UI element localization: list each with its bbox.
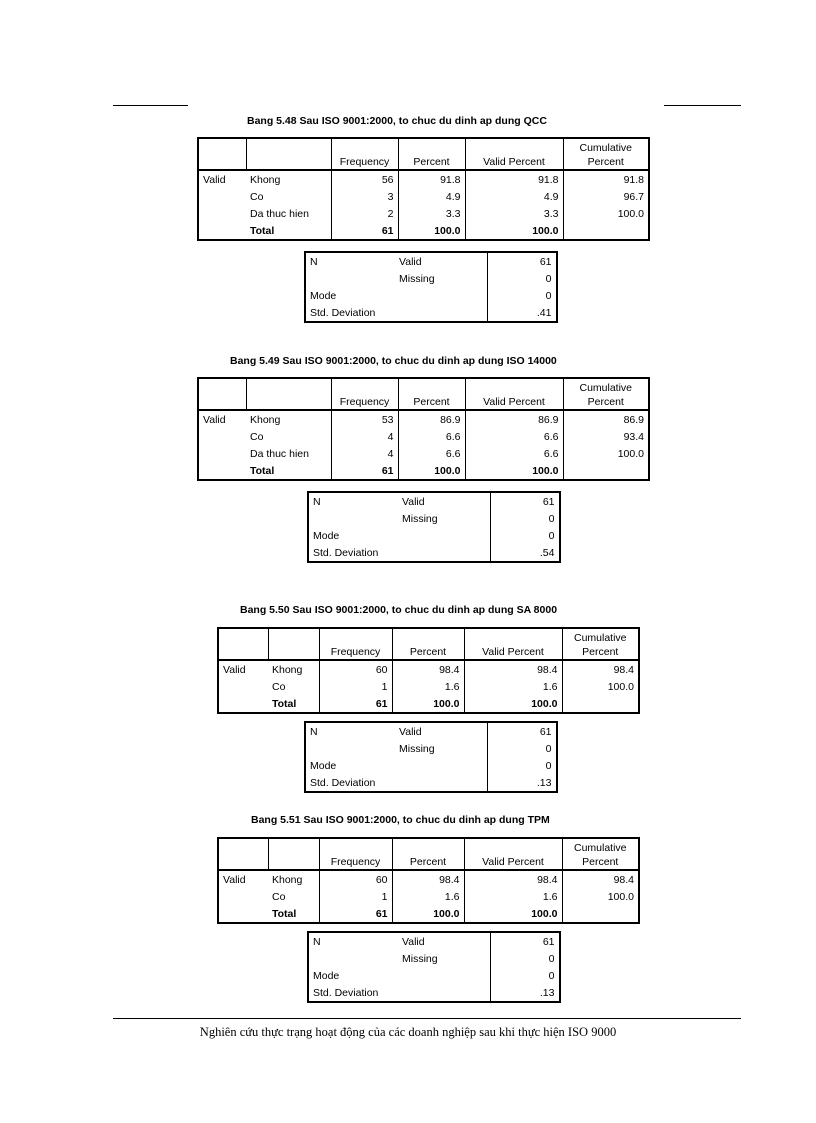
statistics-table-5-49 [307,491,561,563]
table-row [198,410,649,428]
header-valid-percent: Valid Percent [465,138,563,170]
table-row [218,678,639,695]
stat-row [305,252,557,270]
cell-cumulative-percent: 98.4 [613,873,634,886]
header-cumulative-line1: Cumulative [579,382,633,394]
stat-std-value: .54 [490,544,560,562]
total-row [198,222,649,240]
cell-valid-percent: 6.6 [465,428,563,445]
stat-std-label: Std. Deviation [313,986,379,999]
stat-missing-value: 0 [487,270,557,287]
table-title-5-50: Bang 5.50 Sau ISO 9001:2000, to chuc du dinh ap dung SA 8000 [240,604,558,616]
stat-missing-label: Missing [402,952,438,965]
stat-row [308,950,560,967]
table-row [198,205,649,222]
header-cumulative-line2: Percent [587,156,624,168]
cell-percent: 98.4 [392,870,464,888]
total-row [218,905,639,923]
stat-mode-label: Mode [310,289,337,302]
stat-row [305,722,557,740]
row-label: Khong [268,870,319,888]
stat-mode-value: 0 [487,757,557,774]
stat-n-label: N [310,725,318,738]
stat-mode-value: 0 [490,527,560,544]
total-label: Total [246,462,331,480]
stat-row [305,774,557,792]
cell-valid-percent: 4.9 [465,188,563,205]
stat-mode-label: Mode [310,759,337,772]
stat-mode-label: Mode [313,529,340,542]
cell-cumulative-percent: 100.0 [617,447,644,460]
cell-percent: 98.4 [392,660,464,678]
stat-missing-label: Missing [399,272,435,285]
header-valid-percent: Valid Percent [464,838,562,870]
total-percent: 100.0 [398,462,465,480]
table-row [198,170,649,188]
header-percent: Percent [392,838,464,870]
frequency-table-5-49 [197,377,650,481]
stat-missing-value: 0 [490,950,560,967]
row-label: Co [246,428,331,445]
cell-valid-percent: 1.6 [464,678,562,695]
total-valid-percent: 100.0 [465,222,563,240]
stat-row [308,967,560,984]
header-frequency: Frequency [331,378,398,410]
table-row [218,660,639,678]
frequency-table-5-50 [217,627,640,714]
table-header-row [198,138,649,170]
total-label: Total [268,695,319,713]
cell-percent: 4.9 [398,188,465,205]
header-cumulative-line1: Cumulative [573,632,627,644]
stat-valid-label: Valid [402,495,425,508]
header-percent: Percent [392,628,464,660]
table-header-row [218,628,639,660]
header-cumulative-line2: Percent [587,396,624,408]
cell-frequency: 2 [331,205,398,222]
stat-valid-value: 61 [490,492,560,510]
table-header-row [218,838,639,870]
cell-frequency: 1 [319,678,392,695]
header-cumulative-line2: Percent [582,646,619,658]
stat-row [305,287,557,304]
row-label: Khong [246,410,331,428]
header-cumulative-percent [562,838,639,870]
cell-cumulative-percent: 98.4 [613,663,634,676]
total-frequency: 61 [331,462,398,480]
stat-valid-label: Valid [402,935,425,948]
stat-row [308,544,560,562]
cell-frequency: 60 [319,870,392,888]
cell-frequency: 3 [331,188,398,205]
header-cumulative-line1: Cumulative [573,842,627,854]
statistics-table-5-48 [304,251,558,323]
cell-valid-percent: 1.6 [464,888,562,905]
total-percent: 100.0 [392,905,464,923]
cell-frequency: 60 [319,660,392,678]
stat-std-value: .41 [487,304,557,322]
header-valid-percent: Valid Percent [465,378,563,410]
stat-n-label: N [313,495,321,508]
row-label: Co [246,188,331,205]
total-valid-percent: 100.0 [464,905,562,923]
table-row [198,445,649,462]
cell-percent: 6.6 [398,445,465,462]
stat-missing-value: 0 [487,740,557,757]
table-title-5-48: Bang 5.48 Sau ISO 9001:2000, to chuc du dinh ap dung QCC [247,115,547,127]
total-label: Total [246,222,331,240]
header-frequency: Frequency [331,138,398,170]
cell-percent: 1.6 [392,678,464,695]
cell-valid-percent: 98.4 [464,870,562,888]
cell-cumulative-percent: 93.4 [623,430,644,443]
group-label: Valid [203,413,226,426]
group-label: Valid [203,173,226,186]
stat-std-value: .13 [487,774,557,792]
header-cumulative-percent [562,628,639,660]
row-label: Da thuc hien [246,205,331,222]
cell-cumulative-percent: 100.0 [617,207,644,220]
stat-missing-label: Missing [399,742,435,755]
header-cumulative-line1: Cumulative [579,142,633,154]
stat-row [305,270,557,287]
header-frequency: Frequency [319,838,392,870]
total-percent: 100.0 [398,222,465,240]
footer-rule [113,1018,741,1019]
header-empty-cell [246,138,331,170]
cell-percent: 1.6 [392,888,464,905]
total-frequency: 61 [319,905,392,923]
table-row [198,428,649,445]
stat-row [305,757,557,774]
stat-valid-value: 61 [487,722,557,740]
row-label: Co [268,888,319,905]
cell-percent: 6.6 [398,428,465,445]
table-row [218,888,639,905]
stat-mode-value: 0 [487,287,557,304]
header-percent: Percent [398,378,465,410]
stat-valid-label: Valid [399,725,422,738]
stat-valid-value: 61 [487,252,557,270]
stat-std-label: Std. Deviation [310,306,376,319]
cell-valid-percent: 6.6 [465,445,563,462]
statistics-table-5-51 [307,931,561,1003]
stat-n-label: N [310,255,318,268]
stat-row [308,984,560,1002]
cell-cumulative-percent: 91.8 [623,173,644,186]
stat-row [308,932,560,950]
cell-valid-percent: 91.8 [465,170,563,188]
frequency-table-5-51 [217,837,640,924]
total-row [198,462,649,480]
header-rule-left [113,105,188,106]
total-label: Total [268,905,319,923]
cell-cumulative-percent: 100.0 [607,680,634,693]
total-valid-percent: 100.0 [464,695,562,713]
header-empty-cell [198,138,246,170]
total-row [218,695,639,713]
table-title-5-51: Bang 5.51 Sau ISO 9001:2000, to chuc du dinh ap dung TPM [251,814,550,826]
cell-frequency: 1 [319,888,392,905]
stat-missing-label: Missing [402,512,438,525]
cell-frequency: 4 [331,445,398,462]
total-frequency: 61 [319,695,392,713]
cell-percent: 86.9 [398,410,465,428]
group-label: Valid [223,873,246,886]
cell-percent: 3.3 [398,205,465,222]
cell-valid-percent: 86.9 [465,410,563,428]
row-label: Co [268,678,319,695]
stat-row [305,304,557,322]
header-cumulative-percent [563,378,649,410]
stat-valid-label: Valid [399,255,422,268]
stat-row [308,492,560,510]
row-label: Khong [268,660,319,678]
table-header-row [198,378,649,410]
table-row [198,188,649,205]
group-label: Valid [223,663,246,676]
stat-missing-value: 0 [490,510,560,527]
total-valid-percent: 100.0 [465,462,563,480]
cell-frequency: 56 [331,170,398,188]
stat-mode-value: 0 [490,967,560,984]
table-title-5-49: Bang 5.49 Sau ISO 9001:2000, to chuc du dinh ap dung ISO 14000 [230,355,557,367]
stat-valid-value: 61 [490,932,560,950]
cell-percent: 91.8 [398,170,465,188]
cell-valid-percent: 98.4 [464,660,562,678]
row-label: Da thuc hien [246,445,331,462]
stat-row [308,510,560,527]
total-frequency: 61 [331,222,398,240]
total-percent: 100.0 [392,695,464,713]
header-percent: Percent [398,138,465,170]
table-row [218,870,639,888]
stat-std-label: Std. Deviation [313,546,379,559]
frequency-table-5-48 [197,137,650,241]
header-valid-percent: Valid Percent [464,628,562,660]
header-rule-right [664,105,741,106]
stat-std-label: Std. Deviation [310,776,376,789]
stat-n-label: N [313,935,321,948]
header-cumulative-line2: Percent [582,856,619,868]
cell-cumulative-percent: 100.0 [607,890,634,903]
stat-row [308,527,560,544]
header-cumulative-percent [563,138,649,170]
header-frequency: Frequency [319,628,392,660]
row-label: Khong [246,170,331,188]
stat-mode-label: Mode [313,969,340,982]
stat-row [305,740,557,757]
page-footer: Nghiên cứu thực trạng hoạt động của các doanh nghiệp sau khi thực hiện ISO 9000 [199,1025,617,1039]
cell-frequency: 4 [331,428,398,445]
cell-cumulative-percent: 86.9 [623,413,644,426]
cell-cumulative-percent: 96.7 [623,190,644,203]
statistics-table-5-50 [304,721,558,793]
stat-std-value: .13 [490,984,560,1002]
cell-frequency: 53 [331,410,398,428]
cell-valid-percent: 3.3 [465,205,563,222]
